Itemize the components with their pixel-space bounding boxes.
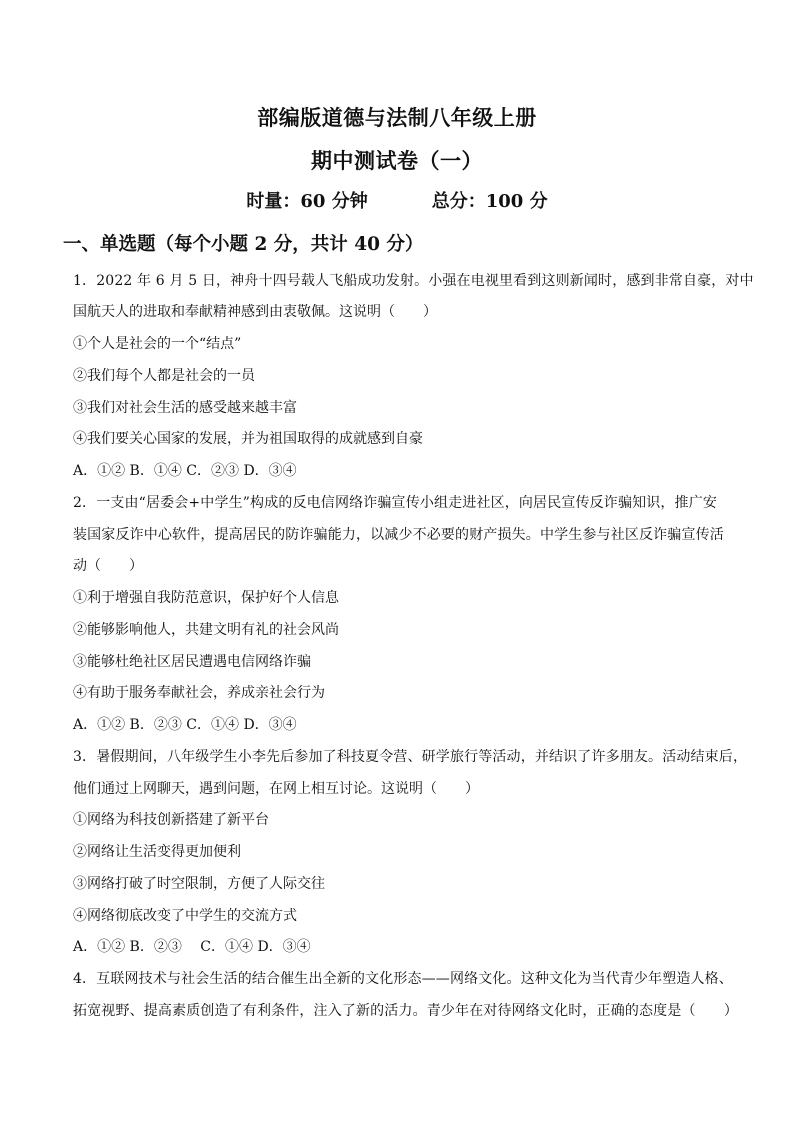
question-3-choices: A．①② B．②③ C．①④ D．③④ — [73, 939, 311, 955]
time-limit: 时量：60 分钟 — [246, 191, 368, 212]
exam-meta — [0, 187, 794, 213]
section-heading: 一、单选题（每个小题 2 分，共计 40 分） — [63, 234, 424, 255]
question-2-stem-line-3: 动（ ） — [73, 558, 143, 574]
question-2-option-3: ③能够杜绝社区居民遭遇电信网络诈骗 — [73, 654, 311, 670]
question-3-stem-line-1: 3．暑假期间，八年级学生小李先后参加了科技夏令营、研学旅行等活动，并结识了许多朋友。活动结束后， — [73, 749, 748, 765]
question-1-option-1: ①个人是社会的一个“结点” — [73, 336, 242, 352]
question-3-option-3: ③网络打破了时空限制，方便了人际交往 — [73, 876, 325, 892]
question-1-option-3: ③我们对社会生活的感受越来越丰富 — [73, 400, 297, 416]
exam-title: 部编版道德与法制八年级上册 — [257, 105, 537, 130]
question-2-option-2: ②能够影响他人，共建文明有礼的社会风尚 — [73, 622, 339, 638]
question-2-stem-line-2: 装国家反诈中心软件，提高居民的防诈骗能力，以减少不必要的财产损失。中学生参与社区反诈骗宣传活 — [73, 527, 724, 543]
question-1-option-2: ②我们每个人都是社会的一员 — [73, 368, 255, 384]
question-4-stem-line-1: 4．互联网技术与社会生活的结合催生出全新的文化形态——网络文化。这种文化为当代青少年塑造人格、 — [73, 971, 733, 987]
question-3-option-4: ④网络彻底改变了中学生的交流方式 — [73, 908, 297, 924]
question-1-choices: A．①② B．①④ C．②③ D．③④ — [73, 463, 297, 479]
question-2-option-4: ④有助于服务奉献社会，养成亲社会行为 — [73, 685, 325, 701]
question-3-option-2: ②网络让生活变得更加便利 — [73, 844, 241, 860]
exam-subtitle: 期中测试卷（一） — [311, 148, 483, 173]
question-1-stem-line-1: 1．2022 年 6 月 5 日，神舟十四号载人飞船成功发射。小强在电视里看到这则新闻时，感到非常自豪，对中 — [73, 273, 754, 289]
question-2-stem-line-1: 2．一支由“居委会+中学生”构成的反电信网络诈骗宣传小组走进社区，向居民宣传反诈骗知识，推广安 — [73, 495, 717, 511]
question-1-stem-line-2: 国航天人的进取和奉献精神感到由衷敬佩。这说明（ ） — [73, 304, 437, 320]
question-2-option-1: ①利于增强自我防范意识，保护好个人信息 — [73, 590, 339, 606]
question-3-stem-line-2: 他们通过上网聊天，遇到问题，在网上相互讨论。这说明（ ） — [73, 781, 479, 797]
total-score: 总分：100 分 — [431, 191, 548, 212]
question-1-option-4: ④我们要关心国家的发展，并为祖国取得的成就感到自豪 — [73, 431, 423, 447]
question-3-option-1: ①网络为科技创新搭建了新平台 — [73, 812, 269, 828]
question-4-stem-line-2: 拓宽视野、提高素质创造了有利条件，注入了新的活力。青少年在对待网络文化时，正确的态度是（ ） — [73, 1003, 739, 1019]
question-2-choices: A．①② B．②③ C．①④ D．③④ — [73, 717, 297, 733]
